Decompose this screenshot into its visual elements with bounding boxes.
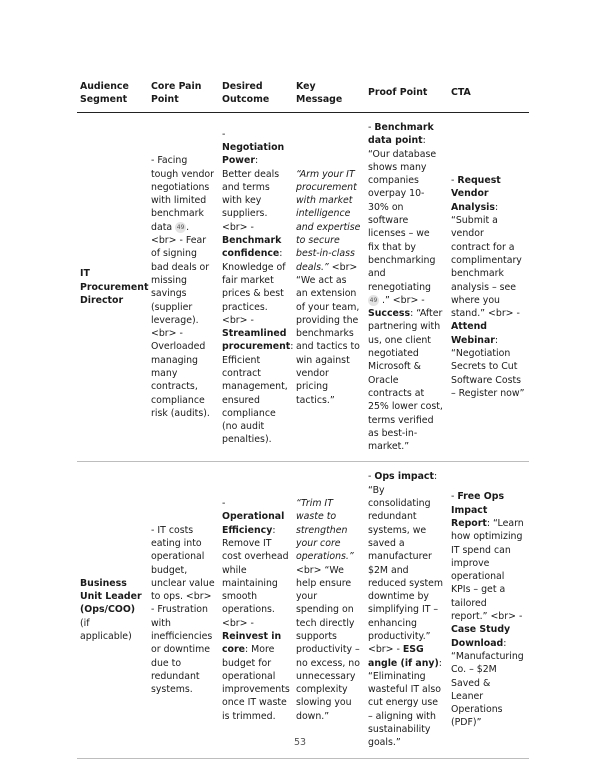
header-audience-segment: Audience Segment [80,80,129,105]
cta-text: : “Submit a vendor contract for a complimentary benchmark analysis – see where you stand.” <br> - [451,201,522,320]
outcome-heading: Operational Efficiency [222,511,285,536]
key-message-cell [293,462,365,758]
table-header-row [77,74,529,113]
proof-text: : “Eliminating wasteful IT also cut energy use – aligning with sustainability goals.” [368,657,442,749]
desired-outcome-cell: - Negotiation Power: Better deals and terms with key suppliers. <br> - Benchmark confidence: Knowledge of fair market prices & best practices. <br> - Streamlined procurement: Efficient contract management, ensured compliance (no audit penalties). [222,128,294,446]
proof-heading: Ops impact [374,471,434,483]
cta-text: : “Negotiation Secrets to Cut Software Costs – Register now” [451,334,525,399]
header-proof-point: Proof Point [368,87,428,99]
segment-cell [77,113,148,462]
outcome-heading: Streamlined procurement [222,328,291,353]
key-message-cell [293,113,365,462]
outcome-text: : More budget for operational improvements once IT waste is trimmed. [222,644,290,722]
outcome-heading: Benchmark confidence [222,235,282,260]
proof-heading: ESG angle (if any) [368,644,439,669]
outcome-text: : Remove IT cost overhead while maintaining smooth operations. <br> - [222,524,289,629]
outcome-heading: Negotiation Power [222,141,285,167]
header-key-message: Key Message [296,80,343,105]
table-row [77,113,529,462]
citation-badge[interactable]: 49 [176,223,185,231]
cta-heading: Request Vendor Analysis [451,175,501,213]
outcome-text: : Better deals and terms with key suppliers. <br> - [222,155,280,233]
segment-name: IT Procurement Director [80,268,149,306]
proof-point-cell: - Ops impact: “By consolidating redundant systems, we saved a manufacturer $2M and reduced system downtime by simplifying IT – enhancing productivity.” <br> - ESG angle (if any): “Eliminating wasteful IT also cut energy use – aligning with sustainability goals.” [368,471,444,749]
proof-heading: Benchmark data point [368,122,434,147]
cta-heading: Attend Webinar [451,321,495,346]
table-row [77,462,529,758]
cta-cell: - Free Ops Impact Report: “Learn how optimizing IT spend can improve operational KPIs – get a tailored report.” <br> - Case Study Download: “Manufacturing Co. – $2M Saved & Leaner Operations (PDF)” [451,491,524,729]
pain-text-b: . <br> - Fear of signing bad deals or missing savings (supplier leverage). <br> - Overloaded managing many contracts, compliance risk (audits). [151,221,210,419]
header-cta: CTA [451,87,471,99]
message-italic: “Trim IT waste to strengthen your core operations.” [296,498,354,563]
cta-heading: Case Study Download [451,624,511,649]
proof-point-cell: - Benchmark data point: “Our database shows many companies overpay 10-30% on software licenses – we fix that by benchmarking and renegotiating 49 .” <br> - Success: “After partnering with us, one client negotiated Microsoft & Oracle contracts at 25% lower cost, terms verified as best-in-market.” [368,122,443,453]
proof-text: : “By consolidating redundant systems, we saved a manufacturer $2M and reduced system downtime by simplifying IT – enhancing productivity.” <br> - [368,471,444,656]
audience-messaging-table [77,74,529,759]
segment-qualifier: (if applicable) [80,617,132,642]
pain-point-cell [148,462,219,758]
cta-text: : “Manufacturing Co. – $2M Saved & Leaner Operations (PDF)” [451,637,524,729]
segment-name: Business Unit Leader (Ops/COO) [80,577,142,616]
header-desired-outcome: Desired Outcome [222,80,270,105]
desired-outcome-cell: - Operational Efficiency: Remove IT cost overhead while maintaining smooth operations. <br> - Reinvest in core: More budget for operational improvements once IT waste is trimmed. [222,498,290,722]
pain-point-cell [148,113,219,462]
message-text: <br> “We act as an extension of your team, providing the benchmarks and tactics to win against vendor pricing tactics.” [296,261,360,406]
outcome-text: : Knowledge of fair market prices & best practices. <br> - [222,248,286,326]
proof-text: .” <br> - [381,294,425,306]
cta-text: : “Learn how optimizing IT spend can improve operational KPIs – get a tailored report.” <br> - [451,517,524,623]
pain-text: - IT costs eating into operational budget, unclear value to ops. <br> - Frustration with inefficiencies or downtime due to redundant systems. [151,524,215,696]
proof-text: : “Our database shows many companies overpay 10-30% on software licenses – we fix that by benchmarking and renegotiating [368,135,437,293]
citation-badge[interactable]: 49 [369,296,378,304]
cta-heading: Free Ops Impact Report [451,491,505,529]
segment-cell [77,462,148,758]
cta-cell: - Request Vendor Analysis: “Submit a vendor contract for a complimentary benchmark analysis – see where you stand.” <br> - Attend Webinar: “Negotiation Secrets to Cut Software Costs – Register now” [451,175,525,399]
outcome-heading: Reinvest in core [222,630,282,656]
proof-heading: Success [368,308,411,320]
header-core-pain-point: Core Pain Point [151,80,202,105]
page-number: 53 [293,737,307,748]
outcome-text: : Efficient contract management, ensured compliance (no audit penalties). [222,341,294,446]
proof-text: : “After partnering with us, one client negotiated Microsoft & Oracle contracts at 25% lower cost, terms verified as best-in-market.” [368,308,443,453]
message-text: <br> “We help ensure your spending on tech directly supports productivity – no excess, no unnecessary complexity slowing you down.” [296,564,360,722]
pain-text-a: - Facing tough vendor negotiations with limited benchmark data [151,155,215,233]
message-italic: “Arm your IT procurement with market intelligence and expertise to secure best-in-class deals.” [296,168,361,273]
